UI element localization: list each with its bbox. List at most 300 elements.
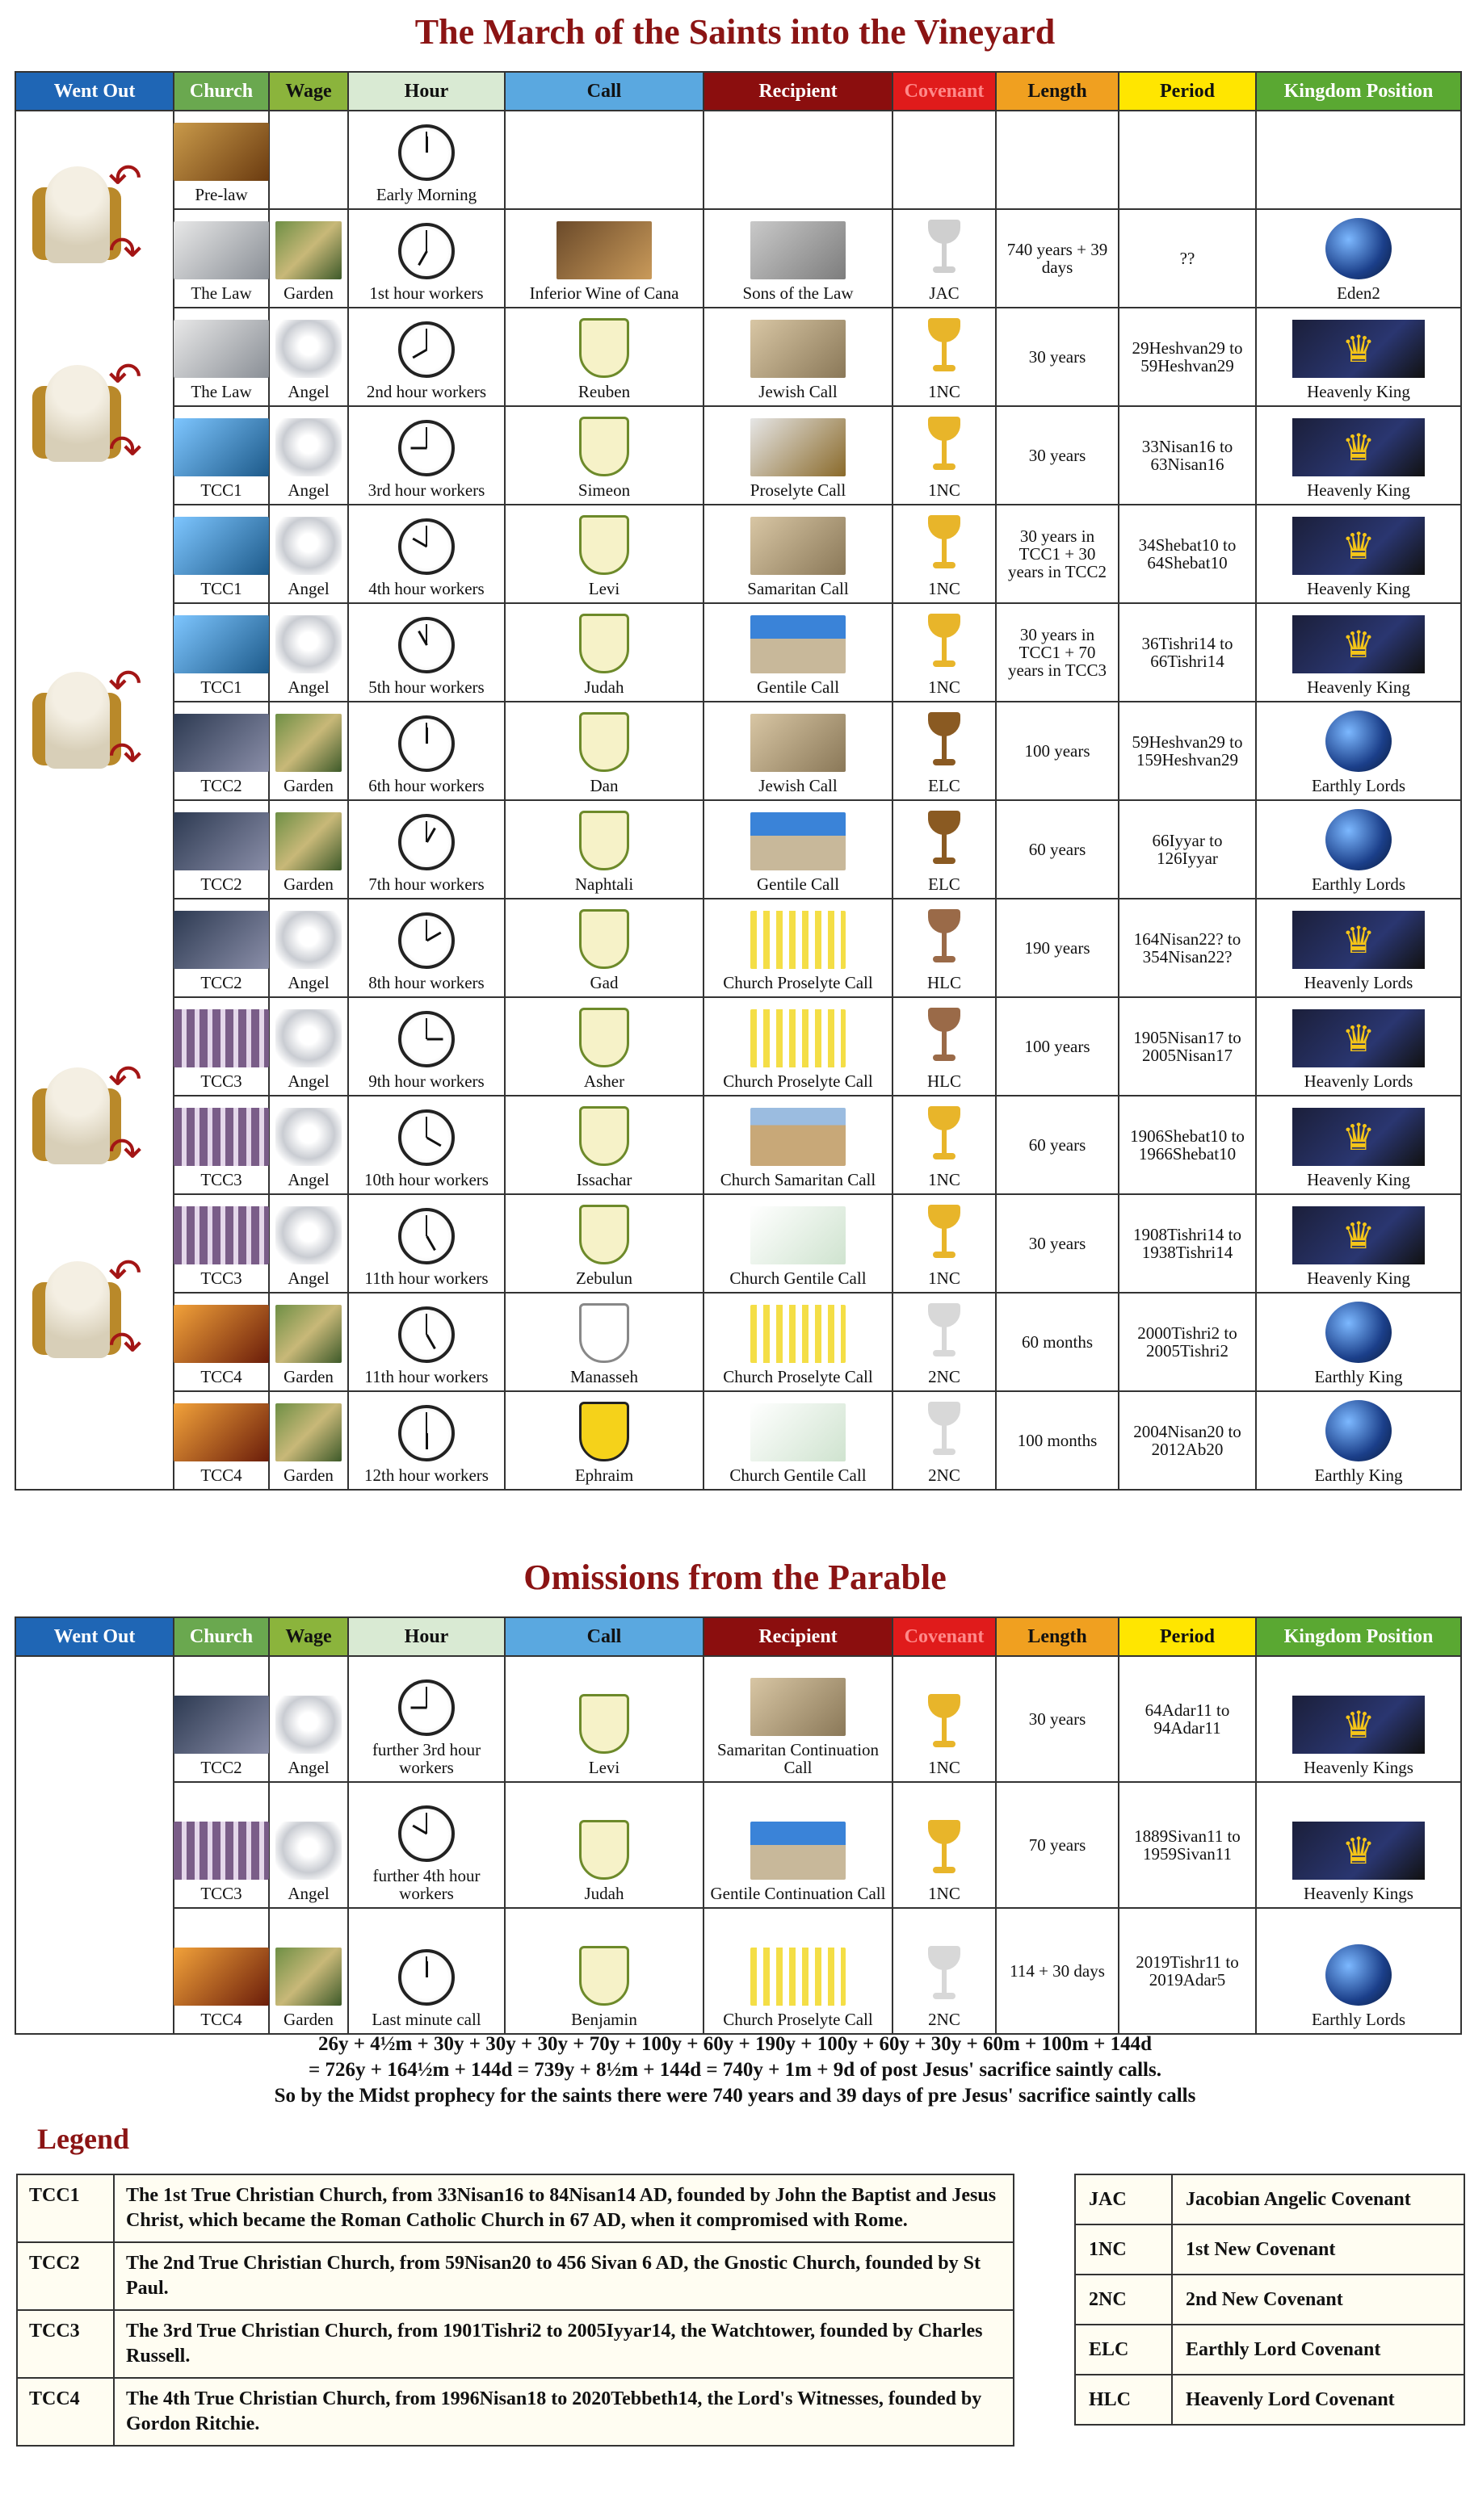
church-image bbox=[174, 911, 269, 969]
clock-icon bbox=[398, 617, 455, 673]
wage-label: Angel bbox=[288, 677, 330, 697]
call-label: Issachar bbox=[576, 1170, 632, 1189]
hour-label: Early Morning bbox=[376, 185, 477, 204]
kingdom-cell bbox=[1256, 899, 1461, 997]
garden-image bbox=[275, 812, 342, 870]
table-row bbox=[15, 1656, 1461, 1782]
church-label: TCC2 bbox=[200, 973, 242, 992]
hour-label: 11th hour workers bbox=[364, 1367, 489, 1386]
went-out-column bbox=[15, 111, 174, 1490]
wage-label: Angel bbox=[288, 480, 330, 500]
hour-cell bbox=[348, 800, 505, 899]
hour-label: further 3rd hour workers bbox=[372, 1740, 481, 1777]
hour-cell bbox=[348, 1096, 505, 1194]
globe-icon bbox=[1325, 1302, 1392, 1363]
tribe-shield-icon bbox=[579, 1402, 629, 1461]
call-label: Judah bbox=[584, 677, 624, 697]
table-row bbox=[15, 1293, 1461, 1391]
hour-cell bbox=[348, 308, 505, 406]
recipient-image bbox=[750, 1948, 846, 2006]
church-label: TCC1 bbox=[200, 579, 242, 598]
recipient-cell bbox=[704, 899, 892, 997]
call-cell bbox=[505, 800, 704, 899]
period-cell bbox=[1119, 308, 1256, 406]
length-cell bbox=[996, 800, 1119, 899]
angel-icon bbox=[275, 1206, 342, 1264]
length-label: 100 years bbox=[1024, 741, 1090, 761]
period-cell bbox=[1119, 1391, 1256, 1490]
table-row bbox=[15, 406, 1461, 505]
period-cell bbox=[1119, 406, 1256, 505]
wage-label: Angel bbox=[288, 1758, 330, 1777]
header-period: Period bbox=[1119, 72, 1256, 111]
period-cell bbox=[1119, 603, 1256, 702]
clock-icon bbox=[398, 223, 455, 279]
church-image bbox=[174, 1108, 269, 1166]
kingdom-cell bbox=[1256, 111, 1461, 209]
length-label: 60 months bbox=[1021, 1332, 1094, 1352]
church-cell bbox=[174, 1293, 269, 1391]
legend-text: The 2nd True Christian Church, from 59Nisan20 to 456 Sivan 6 AD, the Gnostic Church, founded by St Paul. bbox=[114, 2242, 1014, 2310]
period-cell bbox=[1119, 111, 1256, 209]
kingdom-label: Heavenly King bbox=[1307, 480, 1410, 500]
hour-label: 4th hour workers bbox=[368, 579, 485, 598]
covenant-row bbox=[1075, 2174, 1464, 2224]
angel-icon bbox=[275, 418, 342, 476]
covenant-legend bbox=[1074, 2174, 1465, 2426]
wine-of-cana-image bbox=[556, 221, 652, 279]
hour-cell bbox=[348, 1656, 505, 1782]
clock-icon bbox=[398, 420, 455, 476]
table-row bbox=[15, 1096, 1461, 1194]
kingdom-label: Heavenly King bbox=[1307, 1268, 1410, 1288]
wage-cell bbox=[269, 505, 348, 603]
chalice-icon bbox=[928, 1944, 960, 2006]
church-label: TCC4 bbox=[200, 1367, 242, 1386]
formula-line-3: So by the Midst prophecy for the saints there were 740 years and 39 days of pre Jesus' sacrifice saintly calls bbox=[274, 2085, 1196, 2107]
hour-cell bbox=[348, 899, 505, 997]
header-period: Period bbox=[1119, 1617, 1256, 1656]
call-label: Reuben bbox=[578, 382, 631, 401]
church-label: TCC4 bbox=[200, 1465, 242, 1485]
table-row bbox=[15, 111, 1461, 209]
length-label: 30 years bbox=[1028, 1709, 1086, 1729]
covenant-label: HLC bbox=[927, 1071, 961, 1091]
angel-icon bbox=[275, 1696, 342, 1754]
covenant-row bbox=[1075, 2325, 1464, 2375]
wage-label: Angel bbox=[288, 1268, 330, 1288]
householder-figure bbox=[27, 1056, 149, 1177]
wage-label: Angel bbox=[288, 973, 330, 992]
period-label: 34Shebat10 to 64Shebat10 bbox=[1138, 535, 1237, 572]
recipient-image bbox=[750, 1305, 846, 1363]
covenant-cell bbox=[892, 308, 996, 406]
church-cell bbox=[174, 1194, 269, 1293]
chalice-icon bbox=[928, 218, 960, 279]
table-row bbox=[15, 1908, 1461, 2034]
period-cell bbox=[1119, 505, 1256, 603]
hour-label: further 4th hour workers bbox=[372, 1866, 481, 1903]
recipient-cell bbox=[704, 406, 892, 505]
table-row bbox=[15, 997, 1461, 1096]
call-label: Benjamin bbox=[571, 2010, 637, 2029]
length-label: 30 years bbox=[1028, 347, 1086, 367]
chalice-icon bbox=[928, 1006, 960, 1067]
hour-cell bbox=[348, 1391, 505, 1490]
kingdom-cell bbox=[1256, 800, 1461, 899]
tribe-shield-icon bbox=[579, 909, 629, 969]
call-cell bbox=[505, 899, 704, 997]
church-label: TCC3 bbox=[200, 1268, 242, 1288]
hour-cell bbox=[348, 1782, 505, 1908]
church-label: Pre-law bbox=[195, 185, 248, 204]
wage-cell bbox=[269, 603, 348, 702]
covenant-cell bbox=[892, 603, 996, 702]
tribe-shield-icon bbox=[579, 1106, 629, 1166]
recipient-label: Church Proselyte Call bbox=[723, 1367, 873, 1386]
covenant-cell bbox=[892, 505, 996, 603]
length-label: 30 years bbox=[1028, 1234, 1086, 1253]
length-cell bbox=[996, 1096, 1119, 1194]
header-covenant: Covenant bbox=[892, 72, 996, 111]
hour-label: 8th hour workers bbox=[368, 973, 485, 992]
call-cell bbox=[505, 997, 704, 1096]
hour-cell bbox=[348, 505, 505, 603]
clock-icon bbox=[398, 124, 455, 181]
covenant-label: 1NC bbox=[928, 1758, 960, 1777]
kingdom-label: Heavenly Kings bbox=[1304, 1884, 1413, 1903]
call-cell bbox=[505, 603, 704, 702]
hour-label: 7th hour workers bbox=[368, 874, 485, 894]
header-went-out: Went Out bbox=[15, 1617, 174, 1656]
church-cell bbox=[174, 505, 269, 603]
covenant-label: 2NC bbox=[928, 1465, 960, 1485]
kingdom-label: Heavenly King bbox=[1307, 677, 1410, 697]
length-cell bbox=[996, 1194, 1119, 1293]
length-cell bbox=[996, 111, 1119, 209]
kingdom-cell bbox=[1256, 406, 1461, 505]
church-cell bbox=[174, 1391, 269, 1490]
kingdom-label: Heavenly Kings bbox=[1304, 1758, 1413, 1777]
recipient-cell bbox=[704, 1391, 892, 1490]
recipient-label: Gentile Continuation Call bbox=[710, 1884, 886, 1903]
legend-row bbox=[17, 2242, 1014, 2310]
wage-cell bbox=[269, 1908, 348, 2034]
length-label: 740 years + 39 days bbox=[1006, 240, 1108, 277]
crown-icon: ♛ bbox=[1292, 418, 1425, 476]
went-out-column bbox=[15, 1656, 174, 2034]
call-label: Judah bbox=[584, 1884, 624, 1903]
formula-line-2: = 726y + 164½m + 144d = 739y + 8½m + 144d = 740y + 1m + 9d of post Jesus' sacrifice saintly calls. bbox=[309, 2059, 1161, 2081]
kingdom-label: Heavenly King bbox=[1307, 579, 1410, 598]
garden-image bbox=[275, 1948, 342, 2006]
arrow-out-icon: ↷ bbox=[108, 1130, 142, 1175]
period-cell bbox=[1119, 899, 1256, 997]
church-image bbox=[174, 123, 269, 181]
call-label: Asher bbox=[583, 1071, 625, 1091]
wage-cell bbox=[269, 406, 348, 505]
legend-text: The 3rd True Christian Church, from 1901Tishri2 to 2005Iyyar14, the Watchtower, founded by Charles Russell. bbox=[114, 2310, 1014, 2378]
tribe-shield-icon bbox=[579, 1694, 629, 1754]
length-label: 114 + 30 days bbox=[1010, 1961, 1105, 1981]
arrow-out-icon: ↷ bbox=[108, 229, 142, 274]
table-row bbox=[15, 603, 1461, 702]
header-recipient: Recipient bbox=[704, 72, 892, 111]
call-cell bbox=[505, 1194, 704, 1293]
period-label: 66Iyyar to 126Iyyar bbox=[1152, 831, 1223, 868]
church-cell bbox=[174, 997, 269, 1096]
table-row bbox=[15, 800, 1461, 899]
recipient-image bbox=[750, 1206, 846, 1264]
arrow-in-icon: ↶ bbox=[108, 1251, 142, 1296]
church-cell bbox=[174, 406, 269, 505]
table-row bbox=[15, 308, 1461, 406]
chalice-icon bbox=[928, 908, 960, 969]
wage-cell bbox=[269, 899, 348, 997]
church-label: TCC2 bbox=[200, 776, 242, 795]
chalice-icon bbox=[928, 1818, 960, 1880]
call-cell bbox=[505, 406, 704, 505]
table-row bbox=[15, 899, 1461, 997]
church-label: The Law bbox=[191, 283, 252, 303]
length-cell bbox=[996, 505, 1119, 603]
hour-cell bbox=[348, 603, 505, 702]
legend-key: TCC1 bbox=[17, 2174, 114, 2242]
period-label: ?? bbox=[1179, 249, 1195, 268]
call-cell bbox=[505, 1293, 704, 1391]
call-label: Levi bbox=[588, 1758, 620, 1777]
legend-key: TCC3 bbox=[17, 2310, 114, 2378]
legend-text: The 4th True Christian Church, from 1996Nisan18 to 2020Tebbeth14, the Lord's Witnesses, founded by Gordon Ritchie. bbox=[114, 2378, 1014, 2446]
covenant-label: 1NC bbox=[928, 1884, 960, 1903]
recipient-cell bbox=[704, 1293, 892, 1391]
period-label: 64Adar11 to 94Adar11 bbox=[1144, 1700, 1230, 1738]
recipient-image bbox=[750, 418, 846, 476]
angel-icon bbox=[275, 911, 342, 969]
church-label: TCC3 bbox=[200, 1884, 242, 1903]
period-label: 1908Tishri14 to 1938Tishri14 bbox=[1132, 1225, 1241, 1262]
table-row bbox=[15, 1194, 1461, 1293]
wage-label: Garden bbox=[284, 283, 334, 303]
call-label: Zebulun bbox=[576, 1268, 632, 1288]
call-label: Inferior Wine of Cana bbox=[529, 283, 679, 303]
wage-label: Garden bbox=[284, 776, 334, 795]
vineyard-table bbox=[15, 71, 1462, 1491]
covenant-cell bbox=[892, 1391, 996, 1490]
wage-cell bbox=[269, 1293, 348, 1391]
recipient-label: Jewish Call bbox=[758, 776, 838, 795]
omissions-table bbox=[15, 1616, 1462, 2035]
covenant-key: 1NC bbox=[1075, 2224, 1172, 2275]
crown-icon: ♛ bbox=[1292, 1206, 1425, 1264]
period-cell bbox=[1119, 997, 1256, 1096]
period-label: 1905Nisan17 to 2005Nisan17 bbox=[1133, 1028, 1241, 1065]
hour-cell bbox=[348, 997, 505, 1096]
recipient-cell bbox=[704, 702, 892, 800]
wage-label: Angel bbox=[288, 1170, 330, 1189]
globe-icon bbox=[1325, 809, 1392, 870]
tribe-shield-icon bbox=[579, 712, 629, 772]
householder-figure bbox=[27, 1250, 149, 1371]
formula-line-1: 26y + 4½m + 30y + 30y + 30y + 70y + 100y + 60y + 190y + 100y + 60y + 30y + 60m + 100m + 144d bbox=[317, 2033, 1153, 2055]
church-image bbox=[174, 1822, 269, 1880]
length-cell bbox=[996, 1656, 1119, 1782]
hour-cell bbox=[348, 1293, 505, 1391]
church-image bbox=[174, 714, 269, 772]
kingdom-cell bbox=[1256, 1782, 1461, 1908]
tribe-shield-icon bbox=[579, 1303, 629, 1363]
covenant-key: HLC bbox=[1075, 2375, 1172, 2425]
covenant-row bbox=[1075, 2224, 1464, 2275]
recipient-label: Church Proselyte Call bbox=[723, 973, 873, 992]
wage-label: Garden bbox=[284, 874, 334, 894]
church-label: TCC1 bbox=[200, 677, 242, 697]
length-cell bbox=[996, 702, 1119, 800]
tribe-shield-icon bbox=[579, 318, 629, 378]
kingdom-label: Earthly King bbox=[1314, 1465, 1403, 1485]
arrow-out-icon: ↷ bbox=[108, 427, 142, 472]
church-image bbox=[174, 812, 269, 870]
length-cell bbox=[996, 899, 1119, 997]
covenant-text: 2nd New Covenant bbox=[1172, 2275, 1464, 2325]
period-cell bbox=[1119, 1656, 1256, 1782]
header-church: Church bbox=[174, 72, 269, 111]
angel-icon bbox=[275, 1009, 342, 1067]
wage-cell bbox=[269, 1096, 348, 1194]
church-cell bbox=[174, 1096, 269, 1194]
header-recipient: Recipient bbox=[704, 1617, 892, 1656]
period-label: 1889Sivan11 to 1959Sivan11 bbox=[1134, 1826, 1241, 1864]
crown-icon: ♛ bbox=[1292, 517, 1425, 575]
hour-label: 2nd hour workers bbox=[366, 382, 487, 401]
header-call: Call bbox=[505, 72, 704, 111]
hour-label: 11th hour workers bbox=[364, 1268, 489, 1288]
header-length: Length bbox=[996, 1617, 1119, 1656]
wage-label: Garden bbox=[284, 1465, 334, 1485]
length-cell bbox=[996, 603, 1119, 702]
legend-row bbox=[17, 2174, 1014, 2242]
tribe-shield-icon bbox=[579, 1008, 629, 1067]
covenant-label: 2NC bbox=[928, 2010, 960, 2029]
wage-cell bbox=[269, 1391, 348, 1490]
church-image bbox=[174, 1009, 269, 1067]
header-hour: Hour bbox=[348, 72, 505, 111]
wage-label: Garden bbox=[284, 2010, 334, 2029]
chalice-icon bbox=[928, 514, 960, 575]
length-label: 100 months bbox=[1017, 1431, 1098, 1450]
call-cell bbox=[505, 1908, 704, 2034]
length-label: 30 years in TCC1 + 30 years in TCC2 bbox=[1007, 526, 1107, 581]
globe-icon bbox=[1325, 1944, 1392, 2006]
tribe-shield-icon bbox=[579, 417, 629, 476]
length-label: 190 years bbox=[1024, 938, 1090, 958]
recipient-label: Samaritan Continuation Call bbox=[716, 1740, 880, 1777]
covenant-cell bbox=[892, 111, 996, 209]
arrow-out-icon: ↷ bbox=[108, 734, 142, 779]
table-row bbox=[15, 1391, 1461, 1490]
length-cell bbox=[996, 1391, 1119, 1490]
chalice-icon bbox=[928, 711, 960, 772]
householder-figure bbox=[27, 660, 149, 782]
call-cell bbox=[505, 1656, 704, 1782]
globe-icon bbox=[1325, 218, 1392, 279]
hour-label: 5th hour workers bbox=[368, 677, 485, 697]
length-label: 60 years bbox=[1028, 1135, 1086, 1155]
table-row bbox=[15, 505, 1461, 603]
clock-icon bbox=[398, 1405, 455, 1461]
call-cell bbox=[505, 111, 704, 209]
recipient-cell bbox=[704, 1096, 892, 1194]
legend-title: Legend bbox=[37, 2123, 130, 2155]
covenant-label: 1NC bbox=[928, 382, 960, 401]
recipient-label: Jewish Call bbox=[758, 382, 838, 401]
recipient-label: Gentile Call bbox=[756, 677, 840, 697]
recipient-image bbox=[750, 1108, 846, 1166]
wage-label: Angel bbox=[288, 1884, 330, 1903]
angel-icon bbox=[275, 1822, 342, 1880]
covenant-label: 1NC bbox=[928, 1268, 960, 1288]
crown-icon: ♛ bbox=[1292, 1696, 1425, 1754]
kingdom-cell bbox=[1256, 1656, 1461, 1782]
recipient-cell bbox=[704, 1194, 892, 1293]
church-label: TCC4 bbox=[200, 2010, 242, 2029]
clock-icon bbox=[398, 1011, 455, 1067]
covenant-cell bbox=[892, 1782, 996, 1908]
recipient-image bbox=[750, 320, 846, 378]
period-label: 164Nisan22? to 354Nisan22? bbox=[1133, 929, 1241, 966]
church-label: TCC2 bbox=[200, 1758, 242, 1777]
covenant-text: 1st New Covenant bbox=[1172, 2224, 1464, 2275]
chalice-icon bbox=[928, 1105, 960, 1166]
chalice-icon bbox=[928, 809, 960, 870]
wage-label: Angel bbox=[288, 382, 330, 401]
arrow-in-icon: ↶ bbox=[108, 156, 142, 201]
hour-cell bbox=[348, 406, 505, 505]
covenant-text: Earthly Lord Covenant bbox=[1172, 2325, 1464, 2375]
legend-row bbox=[17, 2378, 1014, 2446]
recipient-image bbox=[750, 221, 846, 279]
wage-cell bbox=[269, 1656, 348, 1782]
length-label: 30 years in TCC1 + 70 years in TCC3 bbox=[1007, 625, 1107, 680]
crown-icon: ♛ bbox=[1292, 911, 1425, 969]
church-label: TCC3 bbox=[200, 1170, 242, 1189]
call-label: Dan bbox=[590, 776, 619, 795]
crown-icon: ♛ bbox=[1292, 1108, 1425, 1166]
covenant-label: ELC bbox=[928, 776, 960, 795]
church-image bbox=[174, 517, 269, 575]
hour-label: 6th hour workers bbox=[368, 776, 485, 795]
kingdom-cell bbox=[1256, 997, 1461, 1096]
recipient-label: Church Proselyte Call bbox=[723, 1071, 873, 1091]
call-cell bbox=[505, 702, 704, 800]
period-label: 59Heshvan29 to 159Heshvan29 bbox=[1132, 732, 1243, 769]
legend-key: TCC4 bbox=[17, 2378, 114, 2446]
church-image bbox=[174, 320, 269, 378]
legend-text: The 1st True Christian Church, from 33Nisan16 to 84Nisan14 AD, founded by John the Baptist and Jesus Christ, which became the Roman Catholic Church in 67 AD, when it compromised with Rome. bbox=[114, 2174, 1014, 2242]
length-label: 100 years bbox=[1024, 1037, 1090, 1056]
covenant-label: 1NC bbox=[928, 677, 960, 697]
chalice-icon bbox=[928, 1692, 960, 1754]
clock-icon bbox=[398, 1679, 455, 1736]
call-label: Gad bbox=[590, 973, 619, 992]
recipient-image bbox=[750, 1403, 846, 1461]
hour-label: 1st hour workers bbox=[369, 283, 484, 303]
recipient-image bbox=[750, 812, 846, 870]
kingdom-cell bbox=[1256, 603, 1461, 702]
wage-cell bbox=[269, 308, 348, 406]
covenant-cell bbox=[892, 1656, 996, 1782]
church-cell bbox=[174, 899, 269, 997]
